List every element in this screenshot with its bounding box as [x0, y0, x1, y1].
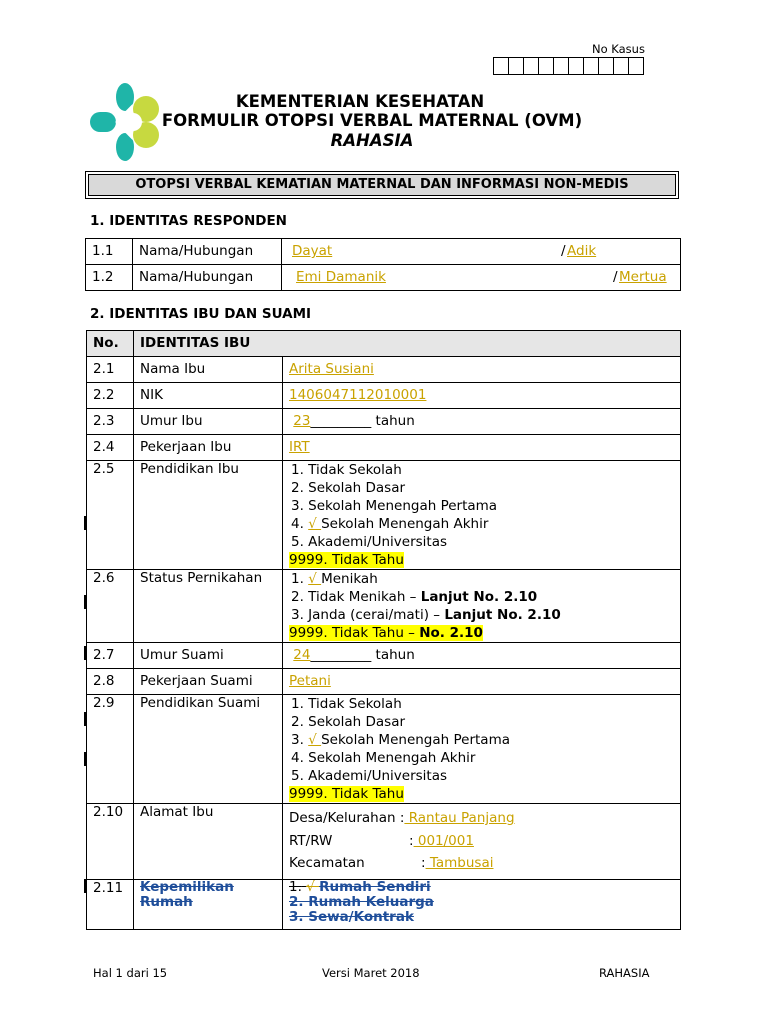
- respondent1-field[interactable]: Dayat / Adik: [282, 239, 681, 265]
- table-header-row: [87, 331, 681, 357]
- margin-mark: [84, 646, 86, 660]
- margin-mark: [84, 516, 86, 530]
- col-no-header: No.: [87, 331, 134, 357]
- check-icon: √: [306, 879, 320, 895]
- col-title-header: IDENTITAS IBU: [134, 331, 681, 357]
- table-row: 2.8 Pekerjaan Suami Petani: [87, 669, 681, 695]
- respondent1-relation[interactable]: Adik: [567, 243, 597, 259]
- table-row: 2.5 Pendidikan Ibu 1. Tidak Sekolah 2. Sekolah Dasar 3. Sekolah Menengah Pertama 4. √ Sekolah Menengah Akhir 5. Akademi/Universitas 9999. Tidak Tahu: [87, 461, 681, 570]
- mother-age-field[interactable]: 23_________ tahun: [283, 409, 681, 435]
- table-row: 2.6 Status Pernikahan 1. √ Menikah 2. Tidak Menikah – Lanjut No. 2.10 3. Janda (cerai/mati) – Lanjut No. 2.10 9999. Tidak Tahu – No. 2.10: [87, 570, 681, 643]
- husband-job-field[interactable]: Petani: [283, 669, 681, 695]
- table-row: 2.3 Umur Ibu 23_________ tahun: [87, 409, 681, 435]
- table-row: 2.1 Nama Ibu Arita Susiani: [87, 357, 681, 383]
- no-kasus-label: No Kasus: [592, 42, 645, 56]
- check-icon: √: [308, 732, 322, 748]
- mother-education-options[interactable]: 1. Tidak Sekolah 2. Sekolah Dasar 3. Sekolah Menengah Pertama 4. √ Sekolah Menengah Akhir 5. Akademi/Universitas 9999. Tidak Tahu: [283, 461, 681, 570]
- section1-title: 1. IDENTITAS RESPONDEN: [90, 213, 287, 229]
- check-icon: √: [308, 516, 322, 532]
- margin-mark: [84, 879, 86, 893]
- address-fields[interactable]: Desa/Kelurahan : Rantau Panjang RT/RW : 001/001 Kecamatan : Tambusai: [283, 804, 681, 880]
- table-row: [86, 239, 681, 265]
- nik-field[interactable]: 1406047112010001: [283, 383, 681, 409]
- table-row: 2.10 Alamat Ibu Desa/Kelurahan : Rantau Panjang RT/RW : 001/001 Kecamatan : Tambusai: [87, 804, 681, 880]
- house-ownership-options[interactable]: 1. √ Rumah Sendiri 2. Rumah Keluarga 3. Sewa/Kontrak: [283, 880, 681, 930]
- row-no: 1.1: [86, 239, 133, 265]
- respondent1-name[interactable]: Dayat: [292, 243, 333, 259]
- no-kasus-input[interactable]: [493, 57, 644, 75]
- section-banner: OTOPSI VERBAL KEMATIAN MATERNAL DAN INFORMASI NON-MEDIS: [85, 171, 679, 199]
- table-row: 2.2 NIK 1406047112010001: [87, 383, 681, 409]
- row-label: Nama/Hubungan: [133, 265, 282, 291]
- respondent2-name[interactable]: Emi Damanik: [296, 269, 386, 285]
- table-row: 2.4 Pekerjaan Ibu IRT: [87, 435, 681, 461]
- mother-job-field[interactable]: IRT: [283, 435, 681, 461]
- ministry-title: KEMENTERIAN KESEHATAN: [235, 92, 485, 111]
- table-row: 2.7 Umur Suami 24_________ tahun: [87, 643, 681, 669]
- margin-mark: [84, 595, 86, 609]
- confidential-footer: RAHASIA: [599, 966, 650, 980]
- respondent2-relation[interactable]: Mertua: [619, 269, 667, 285]
- form-title: FORMULIR OTOPSI VERBAL MATERNAL (OVM): [161, 111, 583, 130]
- table-row: 2.9 Pendidikan Suami 1. Tidak Sekolah 2. Sekolah Dasar 3. √ Sekolah Menengah Pertama 4. Sekolah Menengah Akhir 5. Akademi/Universitas 9999. Tidak Tahu: [87, 695, 681, 804]
- mother-name-field[interactable]: Arita Susiani: [283, 357, 681, 383]
- table-row: 2.11 Kepemilikan Rumah 1. √ Rumah Sendiri 2. Rumah Keluarga 3. Sewa/Kontrak: [87, 880, 681, 930]
- respondent2-field[interactable]: Emi Damanik / Mertua: [282, 265, 681, 291]
- margin-mark: [84, 752, 86, 766]
- page-number: Hal 1 dari 15: [93, 966, 168, 980]
- identity-table: [86, 330, 681, 930]
- row-label: Nama/Hubungan: [133, 239, 282, 265]
- husband-education-options[interactable]: 1. Tidak Sekolah 2. Sekolah Dasar 3. √ Sekolah Menengah Pertama 4. Sekolah Menengah Akhir 5. Akademi/Universitas 9999. Tidak Tahu: [283, 695, 681, 804]
- husband-age-field[interactable]: 24_________ tahun: [283, 643, 681, 669]
- version-label: Versi Maret 2018: [322, 966, 420, 980]
- section2-title: 2. IDENTITAS IBU DAN SUAMI: [90, 306, 312, 322]
- row-no: 1.2: [86, 265, 133, 291]
- confidential-title: RAHASIA: [330, 131, 414, 150]
- table-row: [86, 265, 681, 291]
- check-icon: √: [308, 571, 322, 587]
- margin-mark: [84, 712, 86, 726]
- respondent-table: [85, 238, 681, 291]
- marital-status-options[interactable]: 1. √ Menikah 2. Tidak Menikah – Lanjut No. 2.10 3. Janda (cerai/mati) – Lanjut No. 2.10 9999. Tidak Tahu – No. 2.10: [283, 570, 681, 643]
